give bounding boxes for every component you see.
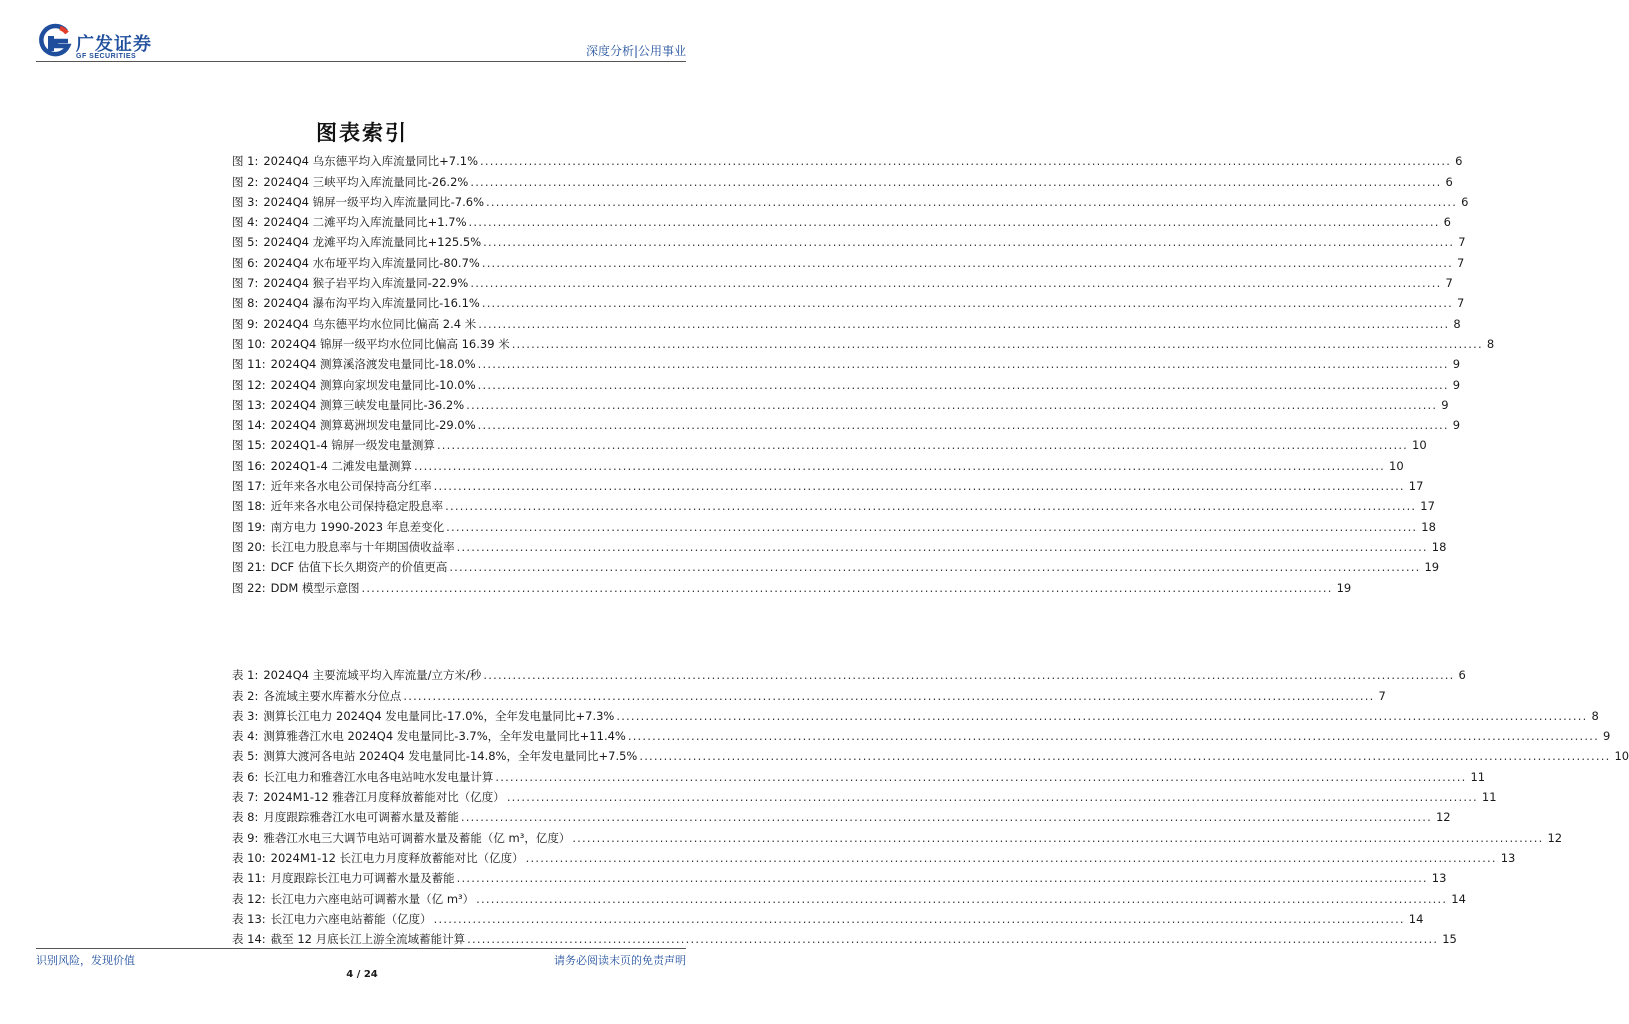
toc-entry-label: 图 17:	[232, 479, 266, 494]
table-index-entry[interactable]	[232, 743, 1629, 764]
toc-entry-label: 表 7:	[232, 790, 259, 805]
figure-index-entry[interactable]	[232, 249, 1465, 270]
toc-entry-title: 2024Q4 乌东德平均入库流量同比+7.1%	[263, 154, 479, 169]
toc-entry-page: 6	[1455, 154, 1463, 169]
toc-leader-dots: ........................................................................................................................................................................................................	[403, 688, 1375, 703]
toc-entry-label: 图 14:	[232, 418, 266, 433]
toc-entry-title: 2024Q4 龙滩平均入库流量同比+125.5%	[263, 235, 482, 250]
footer-slogan: 识别风险，发现价值	[36, 954, 135, 967]
toc-entry-page: 15	[1442, 932, 1457, 947]
toc-leader-dots: ........................................................................................................................................................................................................	[495, 769, 1467, 784]
toc-leader-dots: ........................................................................................................................................................................................................	[477, 357, 1449, 372]
toc-entry-page: 8	[1591, 708, 1599, 723]
toc-leader-dots: ........................................................................................................................................................................................................	[361, 580, 1333, 595]
toc-entry-label: 图 1:	[232, 154, 259, 169]
toc-leader-dots: ........................................................................................................................................................................................................	[467, 932, 1439, 947]
toc-entry-label: 图 5:	[232, 235, 259, 250]
figure-index-entry[interactable]	[232, 554, 1440, 575]
toc-entry-page: 6	[1461, 194, 1469, 209]
toc-entry-page: 17	[1420, 499, 1435, 514]
toc-entry-title: 2024Q4 瀑布沟平均入库流量同比-16.1%	[263, 296, 480, 311]
figure-index-entry[interactable]	[232, 412, 1461, 433]
toc-entry-page: 18	[1421, 519, 1436, 534]
toc-entry-title: 测算大渡河各电站 2024Q4 发电量同比-14.8%，全年发电量同比+7.5%	[263, 749, 638, 764]
figure-index-entry[interactable]	[232, 371, 1461, 392]
figure-index-entry[interactable]	[232, 148, 1463, 169]
toc-entry-page: 9	[1452, 418, 1461, 433]
toc-entry-label: 图 21:	[232, 560, 266, 575]
figure-index-entry[interactable]	[232, 331, 1495, 351]
toc-entry-label: 图 10:	[232, 336, 266, 351]
toc-entry-title: 2024Q4 三峡平均入库流量同比-26.2%	[263, 174, 469, 189]
toc-entry-label: 图 16:	[232, 458, 266, 473]
toc-entry-label: 图 11:	[232, 357, 266, 372]
toc-entry-label: 表 5:	[232, 749, 259, 764]
toc-entry-label: 图 6:	[232, 255, 259, 270]
toc-entry-label: 表 9:	[232, 830, 259, 845]
toc-entry-title: 2024Q4 测算向家坝发电量同比-10.0%	[270, 377, 476, 392]
toc-entry-title: 长江电力六座电站蓄能（亿度）	[270, 911, 432, 926]
toc-entry-page: 18	[1431, 539, 1447, 554]
table-index-entry[interactable]	[232, 845, 1516, 865]
toc-entry-page: 7	[1445, 276, 1453, 291]
toc-entry-page: 7	[1456, 296, 1465, 311]
toc-title: 图表索引	[316, 120, 408, 145]
toc-entry-title: 截至 12 月底长江上游全流域蓄能计算	[270, 932, 466, 947]
toc-entry-label: 图 9:	[232, 316, 259, 331]
table-index-entry[interactable]	[232, 824, 1563, 845]
toc-entry-title: 雅砻江水电三大调节电站可调蓄水量及蓄能（亿 m³，亿度）	[263, 830, 571, 845]
toc-entry-title: 测算长江电力 2024Q4 发电量同比-17.0%，全年发电量同比+7.3%	[263, 708, 615, 723]
logo-chinese-text: 广发证券	[76, 34, 152, 55]
toc-leader-dots: ........................................................................................................................................................................................................	[639, 749, 1611, 764]
toc-leader-dots: ........................................................................................................................................................................................................	[477, 377, 1449, 392]
toc-entry-page: 10	[1614, 749, 1629, 764]
toc-entry-page: 7	[1458, 235, 1466, 250]
toc-leader-dots: ........................................................................................................................................................................................................	[433, 911, 1405, 926]
toc-entry-page: 7	[1378, 688, 1386, 703]
toc-entry-page: 14	[1408, 911, 1424, 926]
toc-entry-page: 11	[1481, 790, 1497, 805]
toc-leader-dots: ........................................................................................................................................................................................................	[483, 668, 1455, 683]
toc-leader-dots: ........................................................................................................................................................................................................	[616, 708, 1588, 723]
toc-entry-title: 2024M1-12 雅砻江月度释放蓄能对比（亿度）	[263, 790, 505, 805]
toc-entry-label: 表 12:	[232, 891, 266, 906]
toc-entry-label: 图 7:	[232, 276, 259, 291]
toc-entry-title: 2024M1-12 长江电力月度释放蓄能对比（亿度）	[270, 850, 524, 865]
toc-leader-dots: ........................................................................................................................................................................................................	[470, 174, 1442, 189]
figure-index-entry[interactable]	[232, 209, 1451, 230]
toc-entry-label: 图 18:	[232, 499, 266, 514]
toc-leader-dots: ........................................................................................................................................................................................................	[511, 336, 1483, 351]
toc-entry-label: 图 3:	[232, 194, 259, 209]
toc-leader-dots: ........................................................................................................................................................................................................	[477, 418, 1449, 433]
toc-entry-page: 6	[1445, 174, 1453, 189]
toc-entry-page: 11	[1470, 769, 1486, 784]
toc-leader-dots: ........................................................................................................................................................................................................	[460, 810, 1432, 825]
toc-entry-label: 表 3:	[232, 708, 259, 723]
toc-entry-label: 图 8:	[232, 296, 259, 311]
toc-entry-page: 10	[1412, 438, 1427, 453]
toc-entry-label: 图 13:	[232, 397, 266, 412]
toc-entry-label: 表 14:	[232, 932, 266, 947]
figure-index-entry[interactable]	[232, 229, 1466, 250]
toc-entry-label: 图 4:	[232, 215, 259, 230]
toc-leader-dots: ........................................................................................................................................................................................................	[506, 790, 1478, 805]
toc-leader-dots: ........................................................................................................................................................................................................	[480, 154, 1452, 169]
toc-leader-dots: ........................................................................................................................................................................................................	[486, 194, 1458, 209]
toc-entry-page: 12	[1547, 830, 1563, 845]
figure-index-entry[interactable]	[232, 290, 1465, 311]
figure-index-list	[232, 148, 1495, 595]
toc-entry-page: 17	[1408, 479, 1424, 494]
figure-index-entry[interactable]	[232, 310, 1461, 331]
toc-entry-label: 表 10:	[232, 850, 266, 865]
toc-entry-label: 表 2:	[232, 688, 259, 703]
toc-leader-dots: ........................................................................................................................................................................................................	[466, 397, 1438, 412]
toc-entry-page: 9	[1441, 397, 1449, 412]
page-number: 4 / 24	[346, 969, 378, 980]
toc-entry-page: 6	[1458, 668, 1466, 683]
toc-entry-title: 2024Q4 猴子岩平均入库流量同-22.9%	[263, 276, 469, 291]
table-index-entry[interactable]	[232, 804, 1451, 825]
figure-index-entry[interactable]	[232, 189, 1469, 209]
toc-entry-title: 2024Q1-4 锦屏一级发电量测算	[270, 438, 435, 453]
figure-index-entry[interactable]	[232, 473, 1424, 494]
toc-entry-title: 长江电力六座电站可调蓄水量（亿 m³）	[270, 891, 475, 906]
toc-entry-label: 表 11:	[232, 871, 266, 886]
table-index-entry[interactable]	[232, 682, 1386, 703]
figure-index-entry[interactable]	[232, 392, 1449, 412]
toc-entry-title: DDM 模型示意图	[270, 580, 360, 595]
toc-leader-dots: ........................................................................................................................................................................................................	[483, 235, 1455, 250]
logo-english-text: GF SECURITIES	[76, 53, 137, 60]
toc-leader-dots: ........................................................................................................................................................................................................	[572, 830, 1544, 845]
table-index-entry[interactable]	[232, 926, 1457, 947]
toc-entry-page: 19	[1424, 560, 1440, 575]
toc-entry-title: 2024Q4 主要流域平均入库流量/立方米/秒	[263, 668, 482, 683]
toc-entry-label: 表 13:	[232, 911, 266, 926]
toc-leader-dots: ........................................................................................................................................................................................................	[468, 215, 1440, 230]
toc-entry-page: 9	[1452, 377, 1461, 392]
toc-entry-label: 图 19:	[232, 519, 266, 534]
gf-logo-icon	[36, 24, 72, 60]
toc-entry-title: 2024Q4 锦屏一级平均入库流量同比-7.6%	[263, 194, 485, 209]
toc-entry-title: 2024Q1-4 二滩发电量测算	[270, 458, 412, 473]
toc-entry-label: 图 15:	[232, 438, 266, 453]
table-index-entry[interactable]	[232, 703, 1599, 723]
figure-index-entry[interactable]	[232, 432, 1427, 453]
toc-entry-title: 月度跟踪雅砻江水电可调蓄水量及蓄能	[263, 810, 459, 825]
toc-entry-page: 10	[1389, 458, 1404, 473]
toc-leader-dots: ........................................................................................................................................................................................................	[413, 458, 1386, 473]
toc-entry-label: 表 6:	[232, 769, 259, 784]
toc-entry-title: 近年来各水电公司保持稳定股息率	[270, 499, 444, 514]
figure-index-entry[interactable]	[232, 574, 1352, 595]
toc-entry-label: 图 2:	[232, 174, 259, 189]
toc-entry-label: 表 1:	[232, 668, 259, 683]
toc-entry-label: 图 20:	[232, 539, 266, 554]
toc-leader-dots: ........................................................................................................................................................................................................	[433, 479, 1405, 494]
toc-leader-dots: ........................................................................................................................................................................................................	[470, 276, 1442, 291]
toc-entry-page: 13	[1431, 871, 1447, 886]
toc-entry-title: 各流域主要水库蓄水分位点	[263, 688, 402, 703]
footer-disclaimer-note: 请务必阅读末页的免责声明	[554, 954, 686, 967]
figure-index-entry[interactable]	[232, 168, 1453, 189]
toc-leader-dots: ........................................................................................................................................................................................................	[456, 539, 1428, 554]
toc-entry-label: 图 22:	[232, 580, 266, 595]
table-index-entry[interactable]	[232, 906, 1424, 926]
table-index-entry[interactable]	[232, 865, 1447, 886]
toc-entry-page: 19	[1336, 580, 1352, 595]
toc-leader-dots: ........................................................................................................................................................................................................	[525, 850, 1497, 865]
header-divider	[36, 61, 686, 62]
toc-entry-page: 12	[1435, 810, 1451, 825]
toc-entry-page: 8	[1453, 316, 1461, 331]
table-index-entry[interactable]	[232, 885, 1466, 906]
table-index-entry[interactable]	[232, 662, 1466, 683]
toc-entry-page: 13	[1500, 850, 1516, 865]
table-index-entry[interactable]	[232, 763, 1486, 784]
report-section-label: 深度分析|公用事业	[585, 44, 686, 58]
footer-divider	[36, 948, 686, 949]
toc-leader-dots: ........................................................................................................................................................................................................	[456, 871, 1428, 886]
toc-entry-page: 8	[1486, 336, 1495, 351]
toc-leader-dots: ........................................................................................................................................................................................................	[481, 296, 1453, 311]
toc-leader-dots: ........................................................................................................................................................................................................	[478, 316, 1450, 331]
toc-entry-title: 2024Q4 二滩平均入库流量同比+1.7%	[263, 215, 467, 230]
toc-leader-dots: ........................................................................................................................................................................................................	[436, 438, 1409, 453]
toc-entry-title: 2024Q4 测算三峡发电量同比-36.2%	[270, 397, 465, 412]
figure-index-entry[interactable]	[232, 493, 1435, 514]
toc-entry-title: 测算雅砻江水电 2024Q4 发电量同比-3.7%，全年发电量同比+11.4%	[263, 729, 626, 744]
toc-leader-dots: ........................................................................................................................................................................................................	[476, 891, 1448, 906]
toc-leader-dots: ........................................................................................................................................................................................................	[481, 255, 1453, 270]
toc-entry-title: 近年来各水电公司保持高分红率	[270, 479, 432, 494]
toc-entry-title: 长江电力和雅砻江水电各电站吨水发电量计算	[263, 769, 494, 784]
toc-entry-title: 长江电力股息率与十年期国债收益率	[270, 539, 455, 554]
toc-entry-title: 2024Q4 测算葛洲坝发电量同比-29.0%	[270, 418, 476, 433]
table-index-entry[interactable]	[232, 784, 1497, 805]
figure-index-entry[interactable]	[232, 534, 1447, 554]
toc-entry-title: DCF 估值下长久期资产的价值更高	[270, 560, 448, 575]
toc-entry-title: 月度跟踪长江电力可调蓄水量及蓄能	[270, 871, 455, 886]
figure-index-entry[interactable]	[232, 351, 1461, 372]
toc-entry-page: 14	[1451, 891, 1466, 906]
toc-entry-title: 2024Q4 水布垭平均入库流量同比-80.7%	[263, 255, 480, 270]
toc-entry-label: 表 8:	[232, 810, 259, 825]
toc-entry-label: 图 12:	[232, 377, 266, 392]
toc-entry-title: 2024Q4 乌东德平均水位同比偏高 2.4 米	[263, 316, 477, 331]
toc-entry-title: 2024Q4 锦屏一级平均水位同比偏高 16.39 米	[270, 336, 510, 351]
toc-leader-dots: ........................................................................................................................................................................................................	[445, 499, 1417, 514]
table-index-entry[interactable]	[232, 723, 1611, 744]
toc-entry-label: 表 4:	[232, 729, 259, 744]
figure-index-entry[interactable]	[232, 270, 1453, 291]
toc-entry-page: 7	[1456, 255, 1465, 270]
figure-index-entry[interactable]	[232, 452, 1404, 473]
table-index-list	[232, 662, 1629, 947]
toc-entry-title: 2024Q4 测算溪洛渡发电量同比-18.0%	[270, 357, 476, 372]
toc-leader-dots: ........................................................................................................................................................................................................	[449, 560, 1421, 575]
toc-leader-dots: ........................................................................................................................................................................................................	[446, 519, 1418, 534]
figure-index-entry[interactable]	[232, 513, 1436, 534]
toc-entry-page: 9	[1602, 729, 1611, 744]
toc-leader-dots: ........................................................................................................................................................................................................	[627, 729, 1599, 744]
toc-entry-page: 9	[1452, 357, 1461, 372]
toc-entry-page: 6	[1443, 215, 1451, 230]
toc-entry-title: 南方电力 1990-2023 年息差变化	[270, 519, 445, 534]
